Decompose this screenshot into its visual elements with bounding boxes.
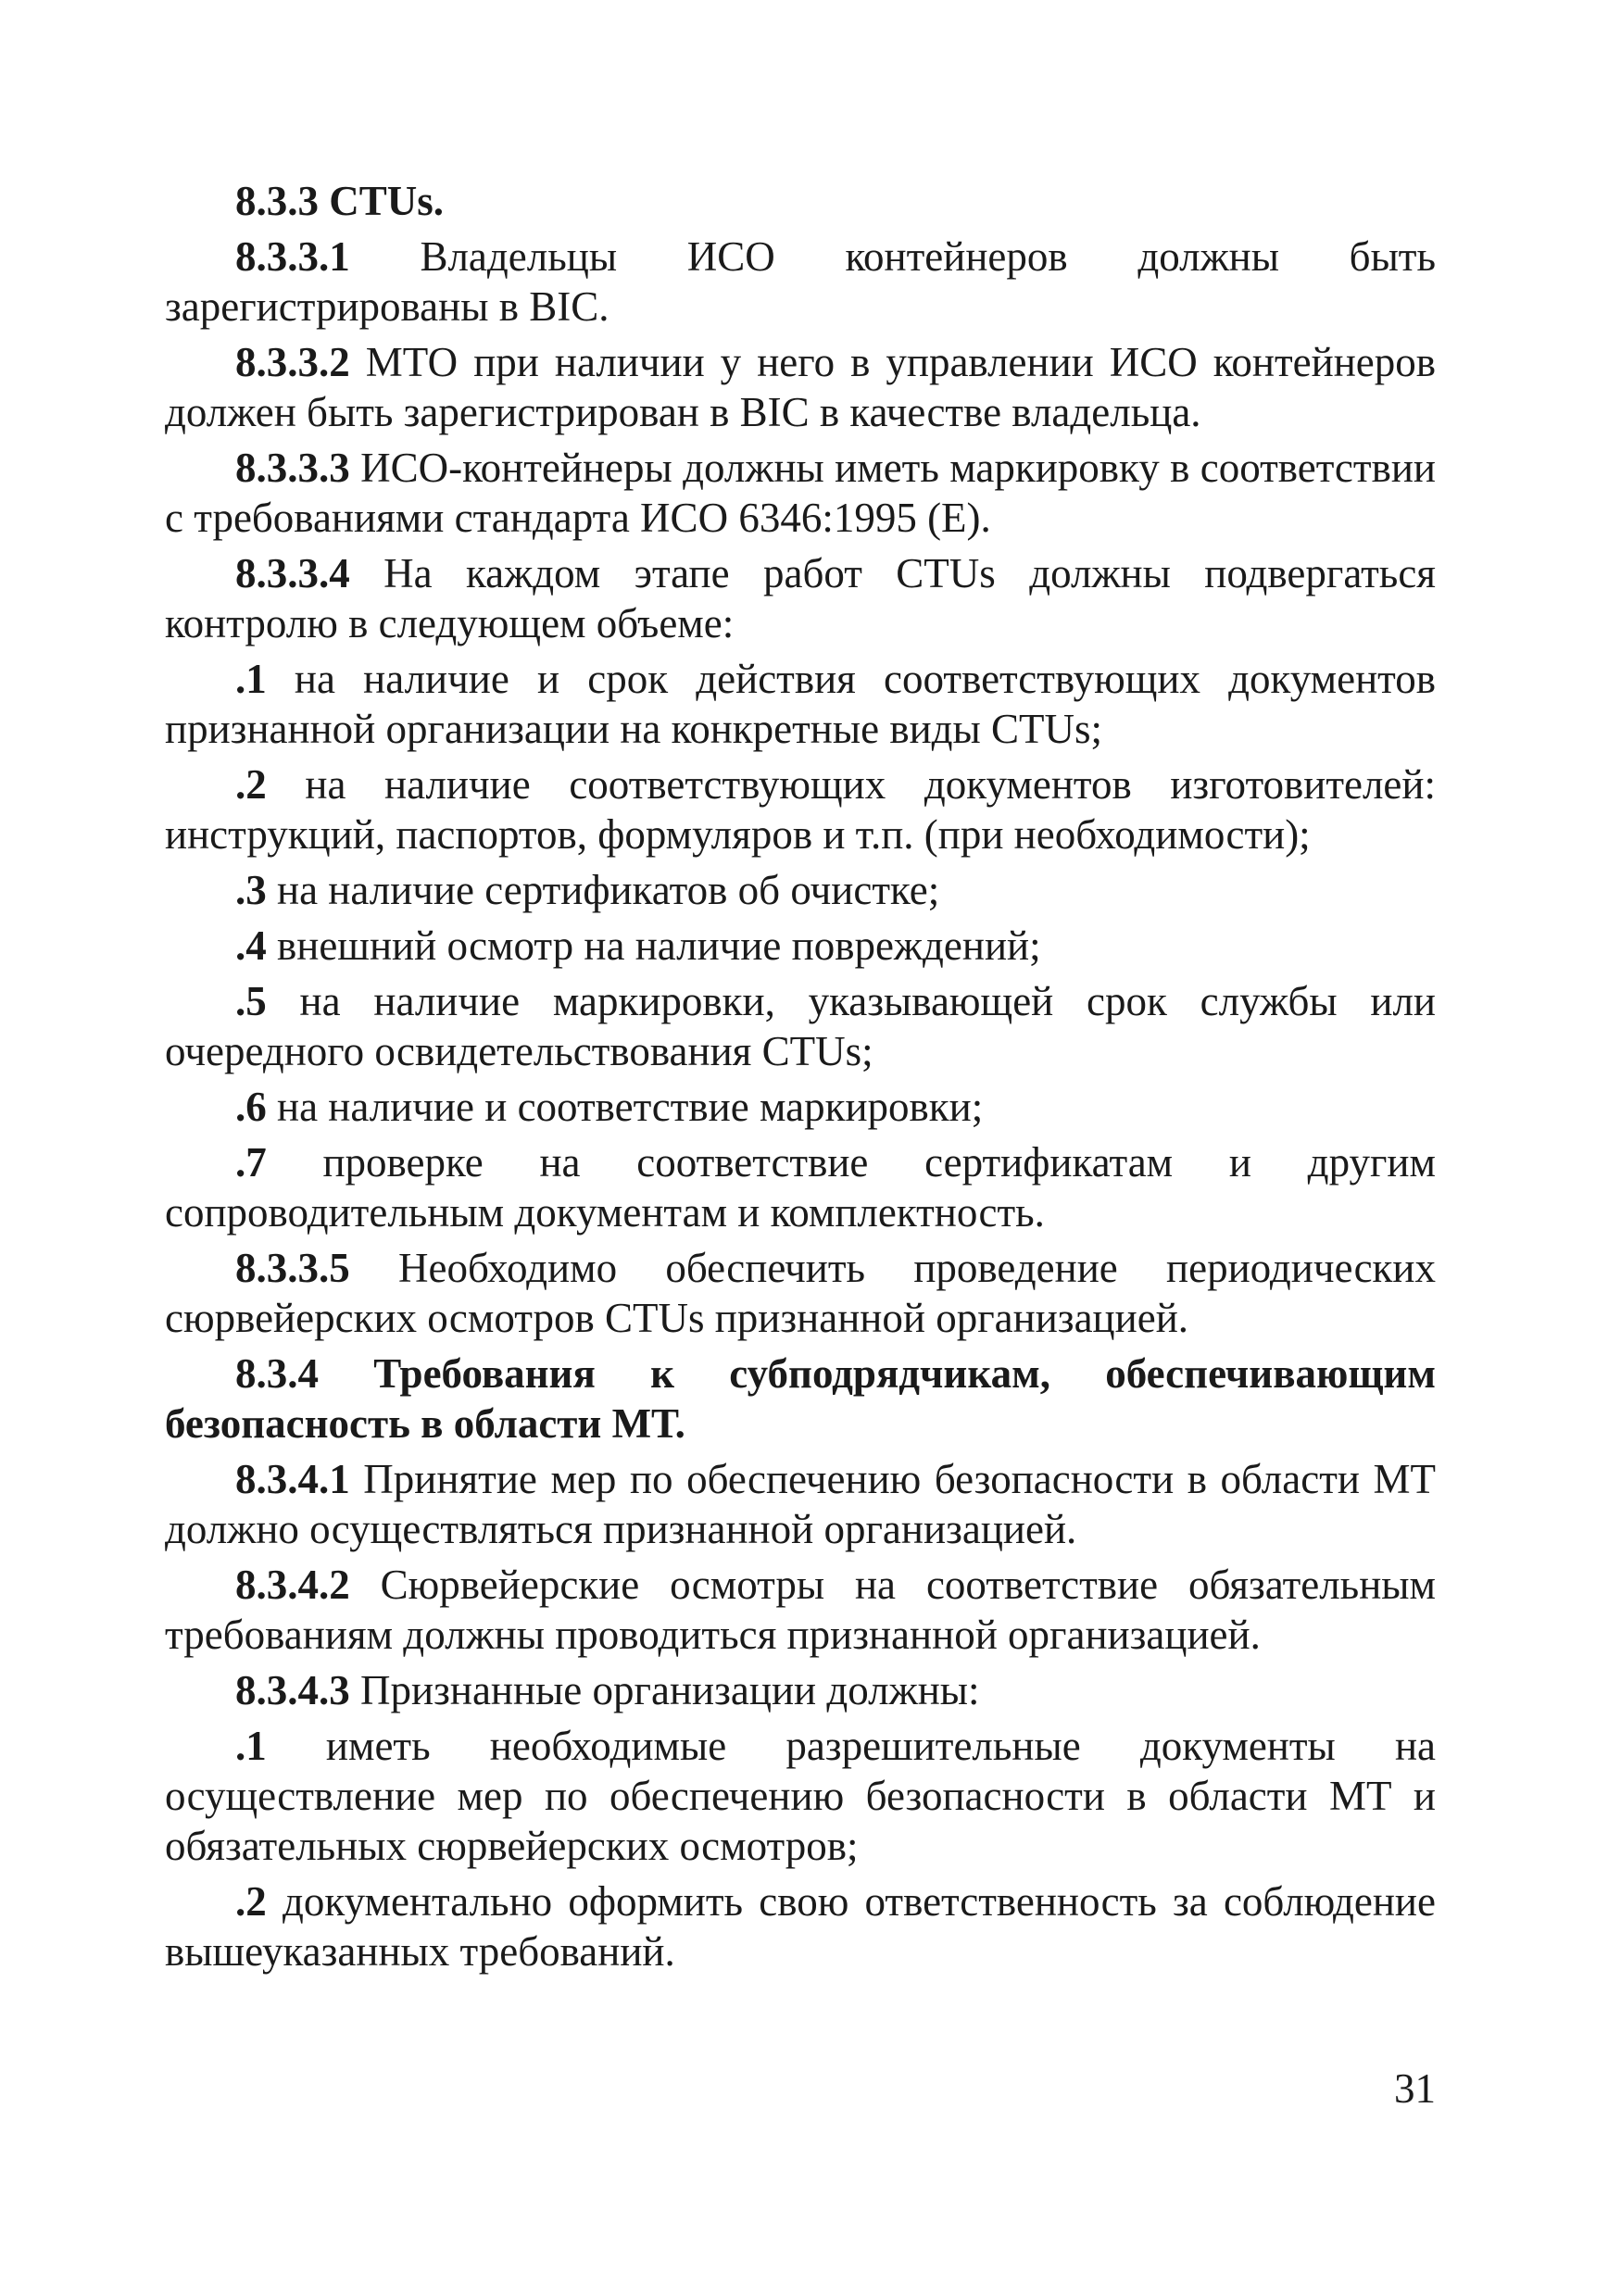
- section-heading-8-3-4: 8.3.4 Требования к субподрядчикам, обеспечивающим безопасность в области МТ.: [165, 1350, 1436, 1447]
- clause-8-3-3-2: 8.3.3.2 МТО при наличии у него в управлении ИСО контейнеров должен быть зарегистрирован в BIC в качестве владельца.: [165, 339, 1436, 435]
- list-item-2: .2 на наличие соответствующих документов изготовителей: инструкций, паспортов, формуляров и т.п. (при необходимости);: [165, 761, 1436, 858]
- list-item-2: .2 документально оформить свою ответственность за соблюдение вышеуказанных требований.: [165, 1878, 1436, 1975]
- page-number: 31: [1394, 2065, 1436, 2112]
- section-heading-8-3-3: 8.3.3 CTUs.: [235, 178, 445, 224]
- clause-8-3-3-3: 8.3.3.3 ИСО-контейнеры должны иметь маркировку в соответствии с требованиями стандарта ИСО 6346:1995 (E).: [165, 445, 1436, 541]
- list-item-7: .7 проверке на соответствие сертификатам и другим сопроводительным документам и комплектность.: [165, 1139, 1436, 1236]
- clause-8-3-3-1: 8.3.3.1 Владельцы ИСО контейнеров должны быть зарегистрированы в BIC.: [165, 233, 1436, 330]
- list-item-1: .1 на наличие и срок действия соответствующих документов признанной организации на конкретные виды CTUs;: [165, 656, 1436, 752]
- clause-8-3-3-4: 8.3.3.4 На каждом этапе работ CTUs должны подвергаться контролю в следующем объеме:: [165, 550, 1436, 646]
- list-item-3: .3 на наличие сертификатов об очистке;: [235, 867, 940, 913]
- clause-8-3-4-3: 8.3.4.3 Признанные организации должны:: [235, 1667, 980, 1713]
- clause-8-3-4-1: 8.3.4.1 Принятие мер по обеспечению безопасности в области МТ должно осуществляться признанной организацией.: [165, 1456, 1436, 1552]
- clause-8-3-4-2: 8.3.4.2 Сюрвейерские осмотры на соответствие обязательным требованиям должны проводиться признанной организацией.: [165, 1562, 1436, 1658]
- list-item-4: .4 внешний осмотр на наличие повреждений;: [235, 922, 1041, 969]
- clause-8-3-3-5: 8.3.3.5 Необходимо обеспечить проведение периодических сюрвейерских осмотров CTUs признанной организацией.: [165, 1245, 1436, 1341]
- list-item-1: .1 иметь необходимые разрешительные документы на осуществление мер по обеспечению безопасности в области МТ и обязательных сюрвейерских осмотров;: [165, 1723, 1436, 1869]
- document-body: [165, 176, 1436, 1982]
- list-item-6: .6 на наличие и соответствие маркировки;: [235, 1084, 984, 1130]
- list-item-5: .5 на наличие маркировки, указывающей срок службы или очередного освидетельствования CTUs;: [165, 978, 1436, 1074]
